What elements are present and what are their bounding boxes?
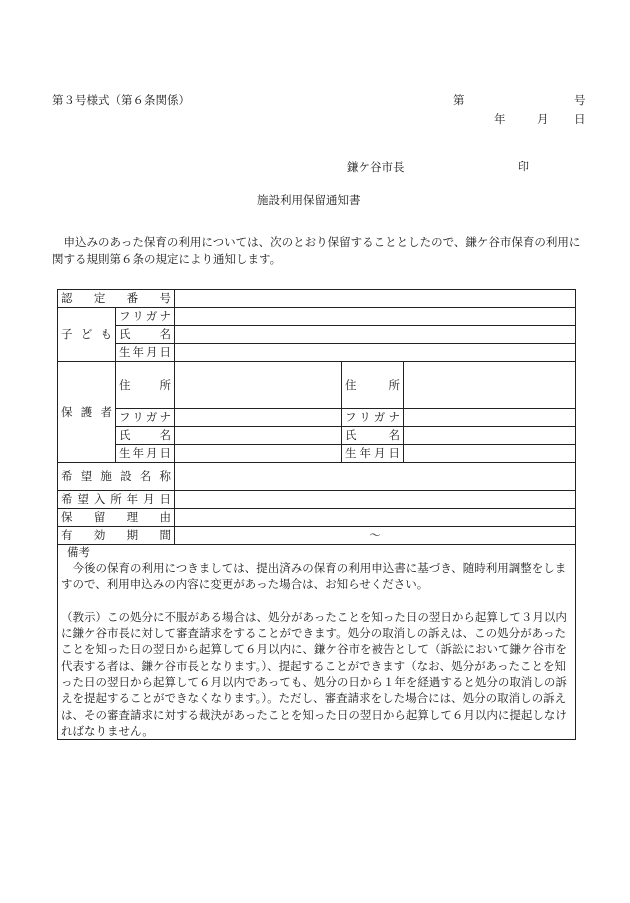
intro-paragraph: 申込みのあった保育の利用については、次のとおり保留することとしたので、鎌ケ谷市保育の利用に関する規則第６条の規定により通知します。 xyxy=(52,235,581,266)
validity-value[interactable] xyxy=(175,527,576,545)
number-prefix: 第 xyxy=(453,93,465,107)
guardian2-name-value[interactable] xyxy=(404,427,576,445)
seal-mark xyxy=(518,159,529,174)
row-reason xyxy=(58,509,576,527)
date-day: 日 xyxy=(574,112,586,126)
guardian2-furigana-label: フリガナ xyxy=(342,409,404,427)
guardian1-furigana-label: フリガナ xyxy=(116,409,175,427)
number-suffix: 号 xyxy=(574,93,586,107)
reason-label: 保 留 理 由 xyxy=(58,509,175,527)
entry-date-label: 希望入所年月日 xyxy=(58,491,175,509)
validity-separator: ～ xyxy=(369,528,381,542)
mayor-name: 鎌ケ谷市長 xyxy=(347,160,405,174)
guardian1-furigana-value[interactable] xyxy=(175,409,342,427)
guardian1-dob-value[interactable] xyxy=(175,445,342,463)
child-dob-label: 生年月日 xyxy=(116,344,175,362)
guardian1-name-value[interactable] xyxy=(175,427,342,445)
guardian1-address-label: 住 所 xyxy=(116,362,175,409)
guardian2-dob-label: 生年月日 xyxy=(342,445,404,463)
row-guardian-address xyxy=(58,362,576,409)
guardian2-furigana-value[interactable] xyxy=(404,409,576,427)
facility-label: 希望施設名称 xyxy=(58,463,175,491)
validity-label: 有 効 期 間 xyxy=(58,527,175,545)
row-child-dob xyxy=(58,344,576,362)
remarks-cell xyxy=(58,545,576,740)
guardian2-name-label: 氏 名 xyxy=(342,427,404,445)
row-cert-no xyxy=(58,290,576,308)
guardian-label: 保護者 xyxy=(58,362,116,463)
child-dob-value[interactable] xyxy=(175,344,576,362)
cert-no-label: 認 定 番 号 xyxy=(58,290,175,308)
guardian1-name-label: 氏 名 xyxy=(116,427,175,445)
guardian2-address-label: 住 所 xyxy=(342,362,404,409)
child-name-value[interactable] xyxy=(175,326,576,344)
child-name-label: 氏 名 xyxy=(116,326,175,344)
row-child-furigana xyxy=(58,308,576,326)
reason-value[interactable] xyxy=(175,509,576,527)
child-label: 子ども xyxy=(58,308,116,362)
row-guardian-name xyxy=(58,427,576,445)
child-furigana-label: フリガナ xyxy=(116,308,175,326)
facility-value[interactable] xyxy=(175,463,576,491)
guardian2-address-value[interactable] xyxy=(404,362,576,409)
row-guardian-furigana xyxy=(58,409,576,427)
row-facility xyxy=(58,463,576,491)
row-remarks xyxy=(58,545,576,740)
guardian1-address-value[interactable] xyxy=(175,362,342,409)
notice-form-table xyxy=(57,289,576,740)
form-number: 第３号様式（第６条関係） xyxy=(52,93,190,107)
remarks-title: 備考 xyxy=(67,545,90,559)
document-title: 施設利用保留通知書 xyxy=(257,193,361,207)
remarks-paragraph-1: 今後の保育の利用につきましては、提出済みの保育の利用申込書に基づき、随時利用調整をしますので、利用申込みの内容に変更があった場合は、お知らせください。 xyxy=(61,561,567,592)
date-month: 月 xyxy=(537,112,549,126)
child-furigana-value[interactable] xyxy=(175,308,576,326)
row-entry-date xyxy=(58,491,576,509)
guardian2-dob-value[interactable] xyxy=(404,445,576,463)
row-child-name xyxy=(58,326,576,344)
date-year: 年 xyxy=(494,112,506,126)
row-guardian-dob xyxy=(58,445,576,463)
guardian1-dob-label: 生年月日 xyxy=(116,445,175,463)
row-validity xyxy=(58,527,576,545)
entry-date-value[interactable] xyxy=(175,491,576,509)
cert-no-value[interactable] xyxy=(175,290,576,308)
remarks-paragraph-2: （教示）この処分に不服がある場合は、処分があったことを知った日の翌日から起算して３月以内に鎌ケ谷市長に対して審査請求をすることができます。処分の取消しの訴えは、この処分があったことを知った日の翌日から起算して６月以内に、鎌ケ谷市を被告として（訴訟において鎌ケ谷市を代表する者は、鎌ケ谷市長となります。）、提起することができます（なお、処分があったことを知った日の翌日から起算して６月以内であっても、処分の日から１年を経過すると処分の取消しの訴えを提起することができなくなります。）。ただし、審査請求をした場合には、処分の取消しの訴えは、その審査請求に対する裁決があったことを知った日の翌日から起算して６月以内に提起しなければなりません。 xyxy=(61,609,567,738)
seal-text: 印 xyxy=(518,160,529,173)
